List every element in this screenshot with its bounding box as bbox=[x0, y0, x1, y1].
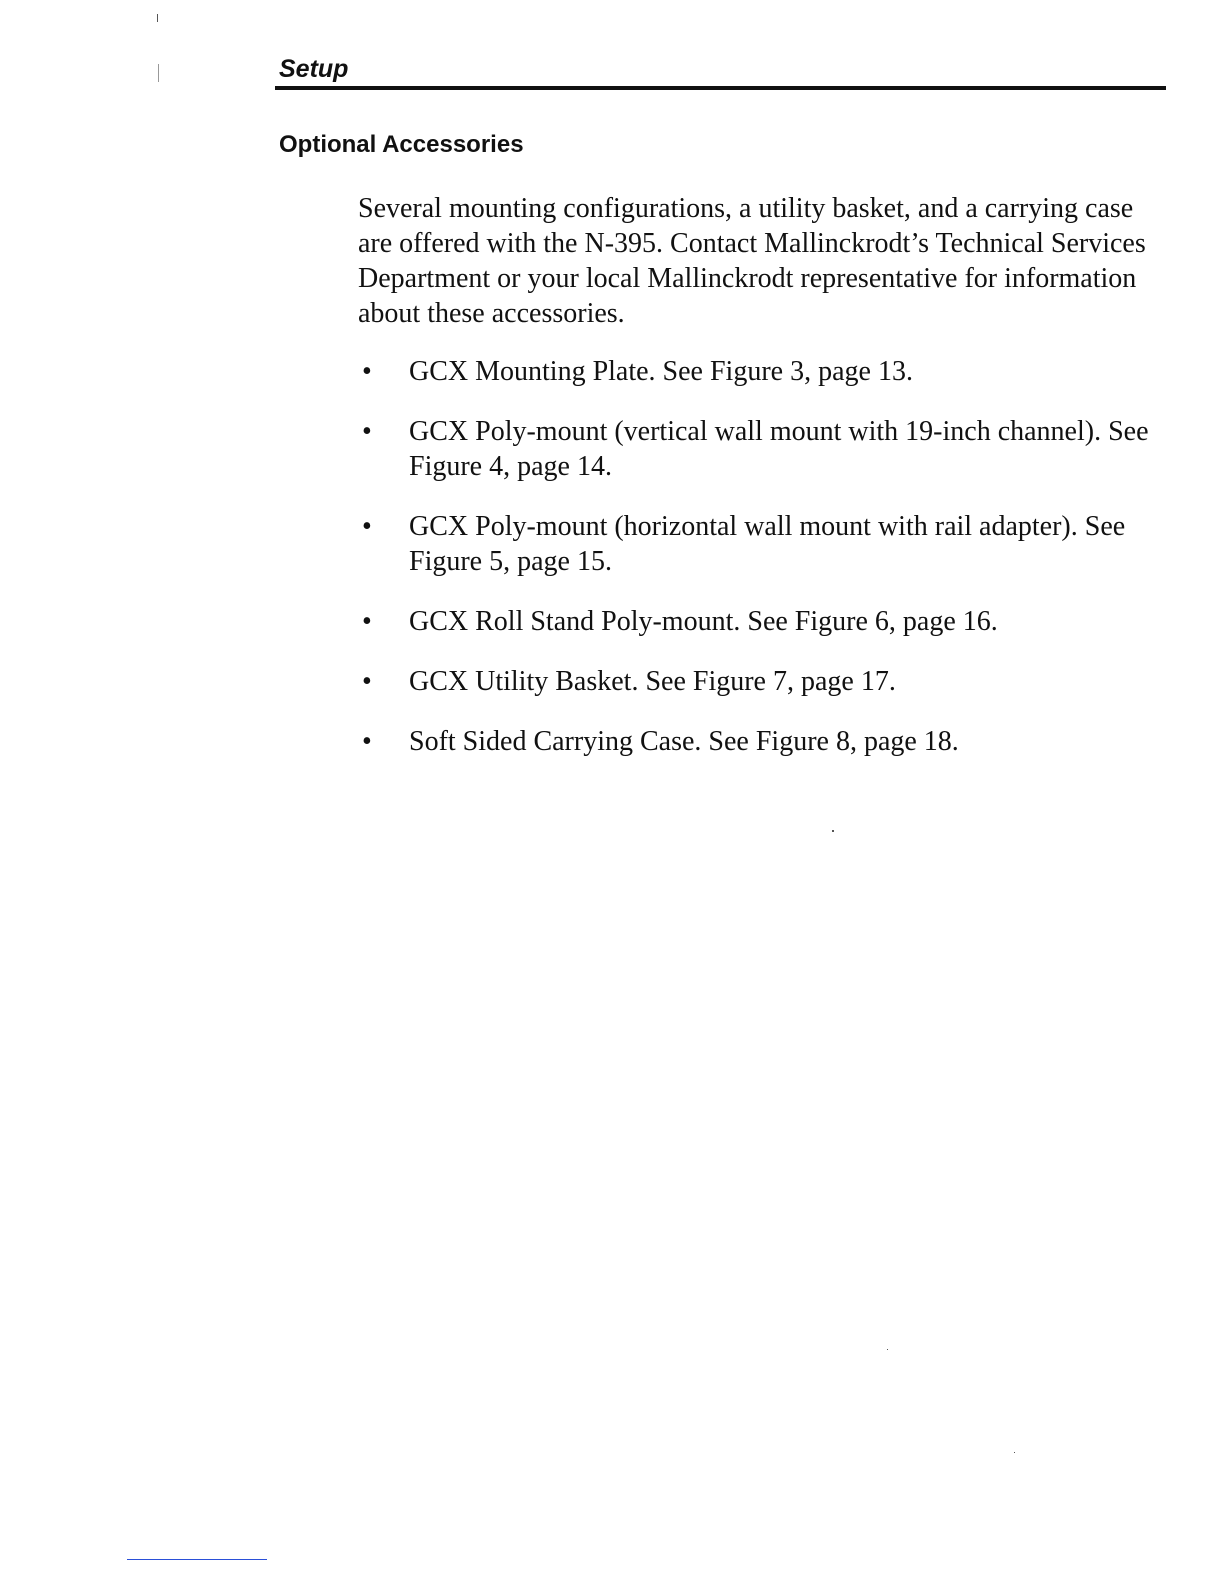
accessory-list bbox=[358, 354, 1178, 784]
list-item-text: GCX Poly-mount (vertical wall mount with 19-inch channel). See Figure 4, page 14. bbox=[409, 416, 1149, 482]
list-item-text: GCX Poly-mount (horizontal wall mount with rail adapter). See Figure 5, page 15. bbox=[409, 511, 1126, 577]
list-item-text: GCX Utility Basket. See Figure 7, page 17. bbox=[409, 666, 896, 697]
bullet-icon: • bbox=[362, 666, 372, 697]
scan-speck bbox=[887, 1349, 888, 1350]
scan-speck bbox=[158, 64, 159, 82]
bullet-icon: • bbox=[362, 416, 372, 447]
header-rule bbox=[275, 86, 1166, 90]
list-item bbox=[358, 509, 1178, 579]
bullet-icon: • bbox=[362, 606, 372, 637]
section-title: Optional Accessories bbox=[279, 131, 524, 158]
scan-speck bbox=[157, 14, 158, 22]
list-item-text: GCX Mounting Plate. See Figure 3, page 13. bbox=[409, 356, 913, 387]
list-item-text: GCX Roll Stand Poly-mount. See Figure 6, page 16. bbox=[409, 606, 998, 637]
list-item bbox=[358, 724, 1178, 759]
list-item bbox=[358, 604, 1178, 639]
list-item-text: Soft Sided Carrying Case. See Figure 8, page 18. bbox=[409, 726, 959, 757]
bullet-icon: • bbox=[362, 511, 372, 542]
scan-speck bbox=[832, 830, 834, 832]
bullet-icon: • bbox=[362, 356, 372, 387]
list-item bbox=[358, 414, 1178, 484]
bullet-icon: • bbox=[362, 726, 372, 757]
list-item bbox=[358, 354, 1178, 389]
list-item bbox=[358, 664, 1178, 699]
running-head: Setup bbox=[279, 55, 349, 83]
footer-rule bbox=[127, 1559, 267, 1560]
scan-speck bbox=[1014, 1452, 1015, 1453]
intro-paragraph: Several mounting configurations, a utility basket, and a carrying case are offered with the N-395. Contact Mallinckrodt’s Technical Services Department or your local Mallinckrodt representative for information about these accessories. bbox=[358, 193, 1146, 329]
